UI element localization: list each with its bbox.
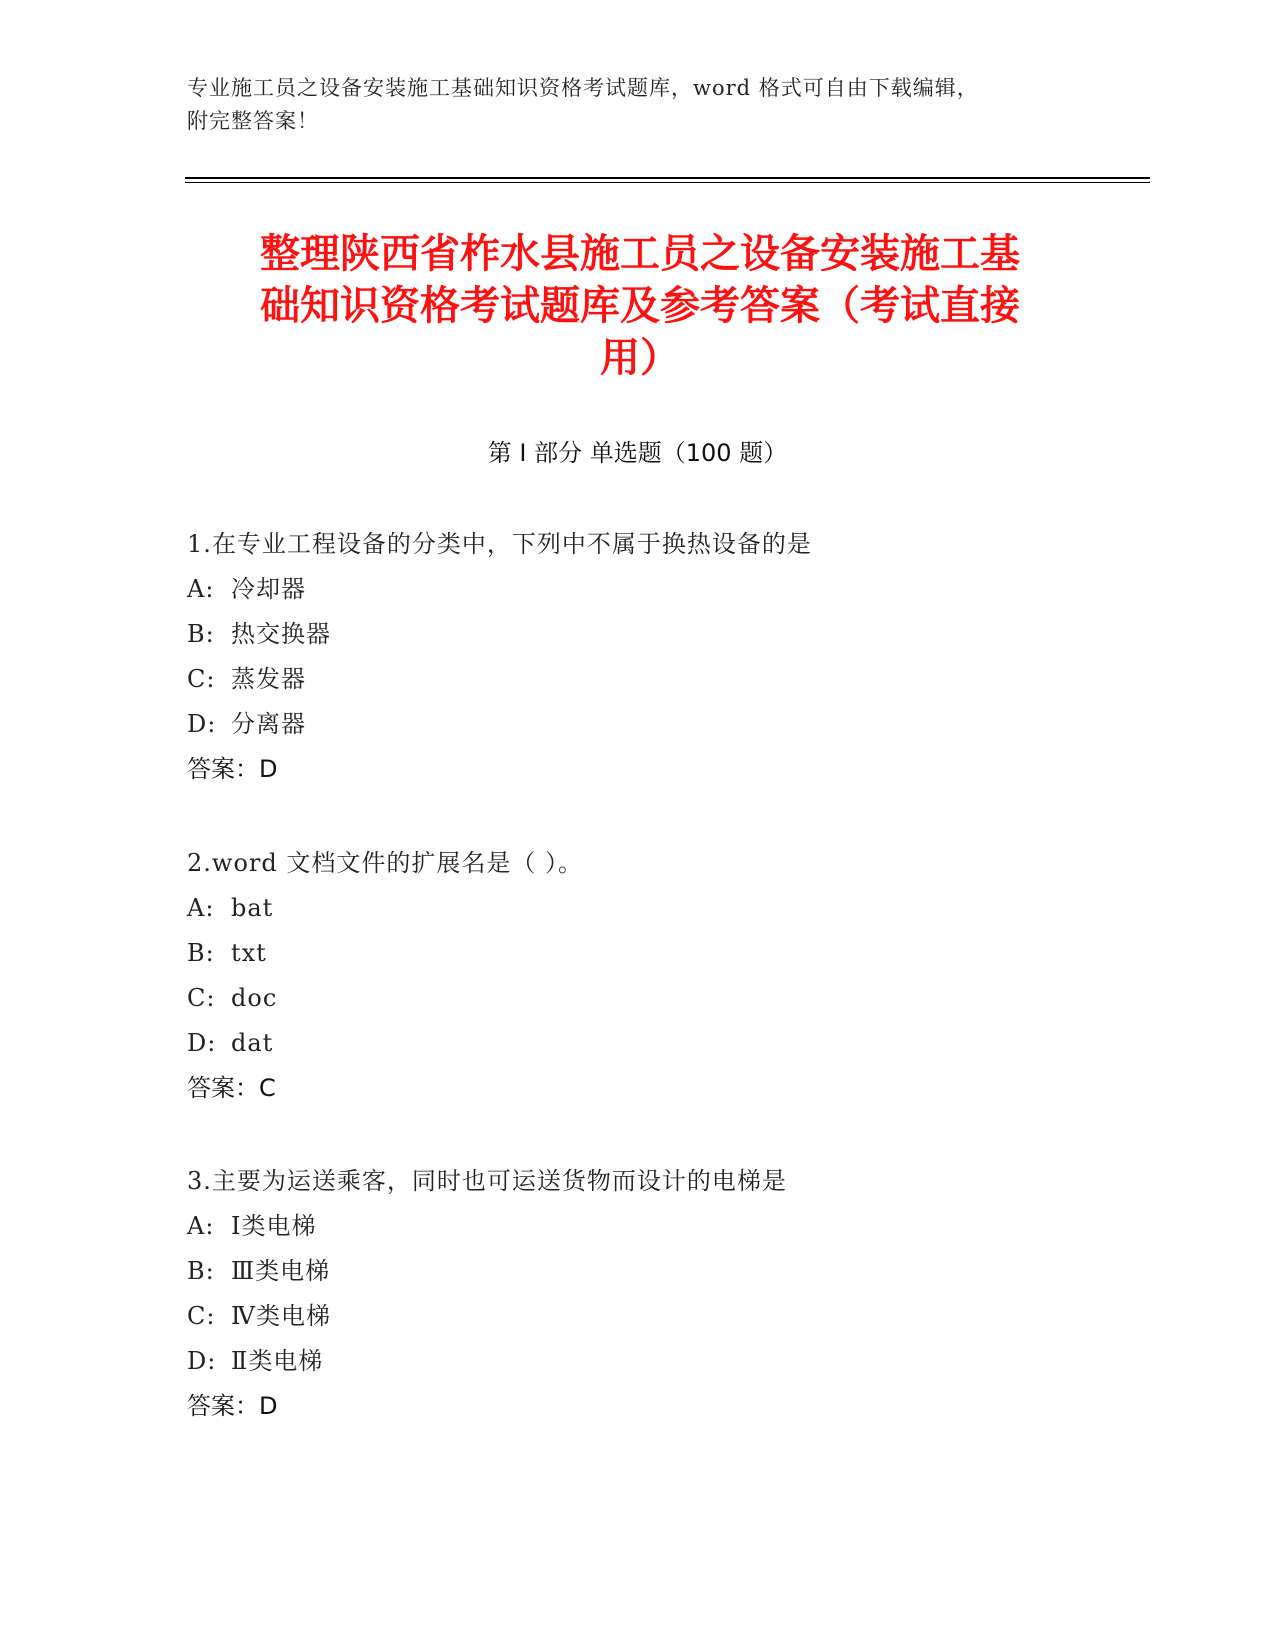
header-divider-thin <box>185 182 1150 183</box>
header-note-line1: 专业施工员之设备安装施工基础知识资格考试题库，word 格式可自由下载编辑， <box>187 76 979 100</box>
header-divider-thick <box>185 177 1150 179</box>
question-3 <box>187 1159 1147 1429</box>
question-2 <box>187 841 1147 1111</box>
option-a <box>187 1204 1147 1249</box>
option-letter: A: <box>187 1212 215 1240</box>
option-letter: D: <box>187 1347 217 1375</box>
option-b <box>187 612 1147 657</box>
section-heading: 第 I 部分 单选题（100 题） <box>487 439 788 467</box>
option-text: dat <box>231 1029 274 1057</box>
option-c <box>187 1294 1147 1339</box>
title-line2: 础知识资格考试题库及参考答案（考试直接 <box>260 283 1020 329</box>
option-text: bat <box>231 894 274 922</box>
option-text: 分离器 <box>231 710 306 738</box>
question-stem: 1.在专业工程设备的分类中，下列中不属于换热设备的是 <box>187 530 812 558</box>
document-title <box>190 228 1090 384</box>
option-text: Ⅲ类电梯 <box>231 1257 331 1285</box>
question-1 <box>187 522 1147 792</box>
title-line1: 整理陕西省柞水县施工员之设备安装施工基 <box>260 231 1020 277</box>
option-a <box>187 567 1147 612</box>
header-note <box>187 72 1067 138</box>
option-letter: B: <box>187 1257 215 1285</box>
option-c <box>187 657 1147 702</box>
answer: 答案：D <box>187 1392 278 1420</box>
option-letter: C: <box>187 665 216 693</box>
option-letter: D: <box>187 1029 217 1057</box>
option-text: 蒸发器 <box>231 665 306 693</box>
option-text: Ⅳ类电梯 <box>231 1302 331 1330</box>
option-letter: D: <box>187 710 217 738</box>
option-letter: A: <box>187 894 215 922</box>
option-text: 热交换器 <box>231 620 331 648</box>
option-letter: C: <box>187 984 216 1012</box>
option-d <box>187 1021 1147 1066</box>
option-text: Ⅰ类电梯 <box>231 1212 317 1240</box>
option-letter: B: <box>187 620 215 648</box>
option-b <box>187 1249 1147 1294</box>
title-line3: 用） <box>600 335 680 381</box>
option-d <box>187 1339 1147 1384</box>
option-text: doc <box>231 984 278 1012</box>
option-d <box>187 702 1147 747</box>
option-letter: C: <box>187 1302 216 1330</box>
option-letter: B: <box>187 939 215 967</box>
option-letter: A: <box>187 575 215 603</box>
header-note-line2: 附完整答案！ <box>187 109 319 133</box>
question-stem: 2.word 文档文件的扩展名是（ ）。 <box>187 849 583 877</box>
option-a <box>187 886 1147 931</box>
option-text: txt <box>231 939 267 967</box>
question-stem: 3.主要为运送乘客，同时也可运送货物而设计的电梯是 <box>187 1167 787 1195</box>
answer: 答案：C <box>187 1074 276 1102</box>
answer: 答案：D <box>187 755 278 783</box>
option-c <box>187 976 1147 1021</box>
option-text: Ⅱ类电梯 <box>231 1347 324 1375</box>
option-text: 冷却器 <box>231 575 306 603</box>
option-b <box>187 931 1147 976</box>
